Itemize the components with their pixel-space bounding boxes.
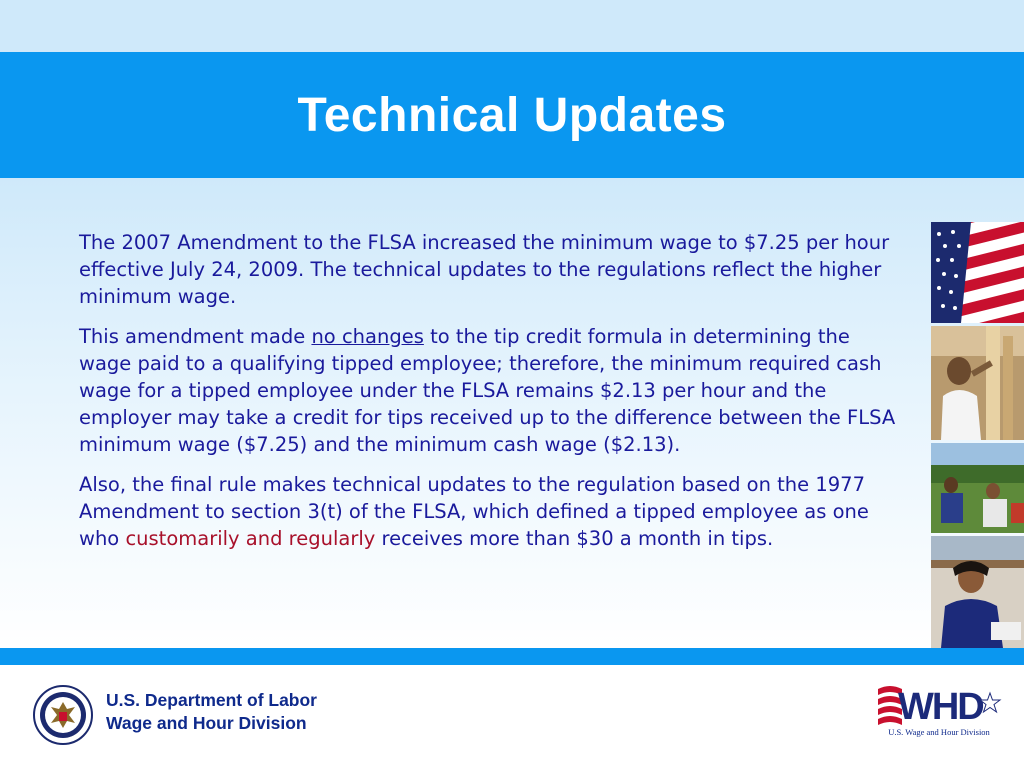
- footer-rule: [0, 648, 1024, 665]
- p2-text-after: to the tip credit formula in determining the wage paid to a qualifying tipped employee; therefore, the minimum required cash wage for a tipped employee under the FLSA remains $2.13 per hour and the employer may take a credit for tips received up to the difference between the FLSA minimum wage ($7.25) and the minimum cash wage ($2.13).: [79, 325, 896, 456]
- whd-logo-text: WHD: [898, 686, 983, 727]
- content-area: [0, 178, 1024, 648]
- p3-text-before: Also, the final rule makes technical updates to the regulation based on the 1977 Amendment to section 3(t) of the FLSA, which defined a tipped employee as one who: [79, 473, 869, 550]
- farm-workers-photo: [931, 443, 1024, 533]
- carpenter-photo: [931, 326, 1024, 440]
- department-name: [106, 689, 317, 735]
- no-changes-emphasis: no changes: [311, 325, 424, 348]
- slide-title: Technical Updates: [297, 88, 727, 142]
- department-line-1: U.S. Department of Labor: [106, 690, 317, 710]
- flag-photo: [931, 222, 1024, 323]
- paragraph-2: [79, 323, 899, 458]
- paragraph-3: [79, 471, 899, 552]
- photo-strip: [931, 222, 1024, 648]
- top-band: [0, 0, 1024, 52]
- footer: [0, 665, 1024, 768]
- paragraph-1: The 2007 Amendment to the FLSA increased the minimum wage to $7.25 per hour effective July 24, 2009. The technical updates to the regulations reflect the higher minimum wage.: [79, 231, 890, 308]
- customarily-regularly-highlight: customarily and regularly: [125, 527, 376, 550]
- restaurant-worker-photo: [931, 536, 1024, 648]
- body-text: [79, 229, 899, 565]
- title-bar: [0, 52, 1024, 178]
- p2-text-before: This amendment made: [79, 325, 312, 348]
- department-line-2: Wage and Hour Division: [106, 713, 307, 733]
- whd-caption: U.S. Wage and Hour Division: [888, 727, 990, 737]
- p3-text-after: receives more than $30 a month in tips.: [375, 527, 774, 550]
- dol-seal-logo: [33, 685, 93, 745]
